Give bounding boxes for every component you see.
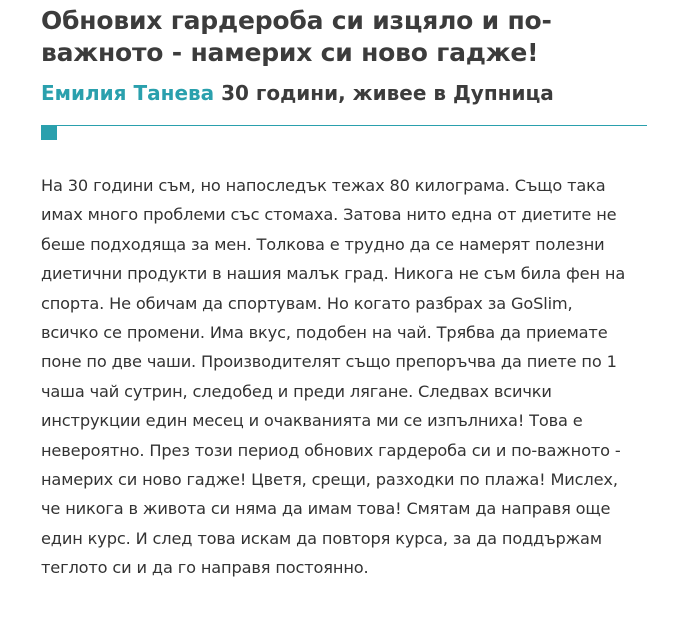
author-name: Емилия Танева xyxy=(41,81,215,105)
author-byline xyxy=(41,79,554,107)
testimonial-body: На 30 години съм, но напоследък тежах 80 килограма. Също така имах много проблеми със стомаха. Затова нито една от диетите не беше подходяща за мен. Толкова е трудно да се намерят полезни диетични продукти в нашия малък град. Никога не съм била фен на спорта. Не обичам да спортувам. Но когато разбрах за GoSlim, всичко се промени. Има вкус, подобен на чай. Трябва да приемате поне по две чаши. Производителят също препоръчва да пиете по 1 чаша чай сутрин, следобед и преди лягане. Следвах всички инструкции един месец и очакванията ми се изпълниха! Това е невероятно. През този период обнових гардероба си и по-важното - намерих си ново гадже! Цветя, срещи, разходки по плажа! Мислех, че никога в живота си няма да имам това! Смятам да направя още един курс. И след това искам да повторя курса, за да поддържам теглото си и да го направя постоянно. xyxy=(41,176,626,578)
article-headline: Обнових гардероба си изцяло и по-важното - намерих си ново гадже! xyxy=(41,6,552,67)
divider-accent-square xyxy=(41,126,57,140)
author-details: 30 години, живее в Дупница xyxy=(221,81,554,105)
section-divider-line xyxy=(41,125,647,126)
